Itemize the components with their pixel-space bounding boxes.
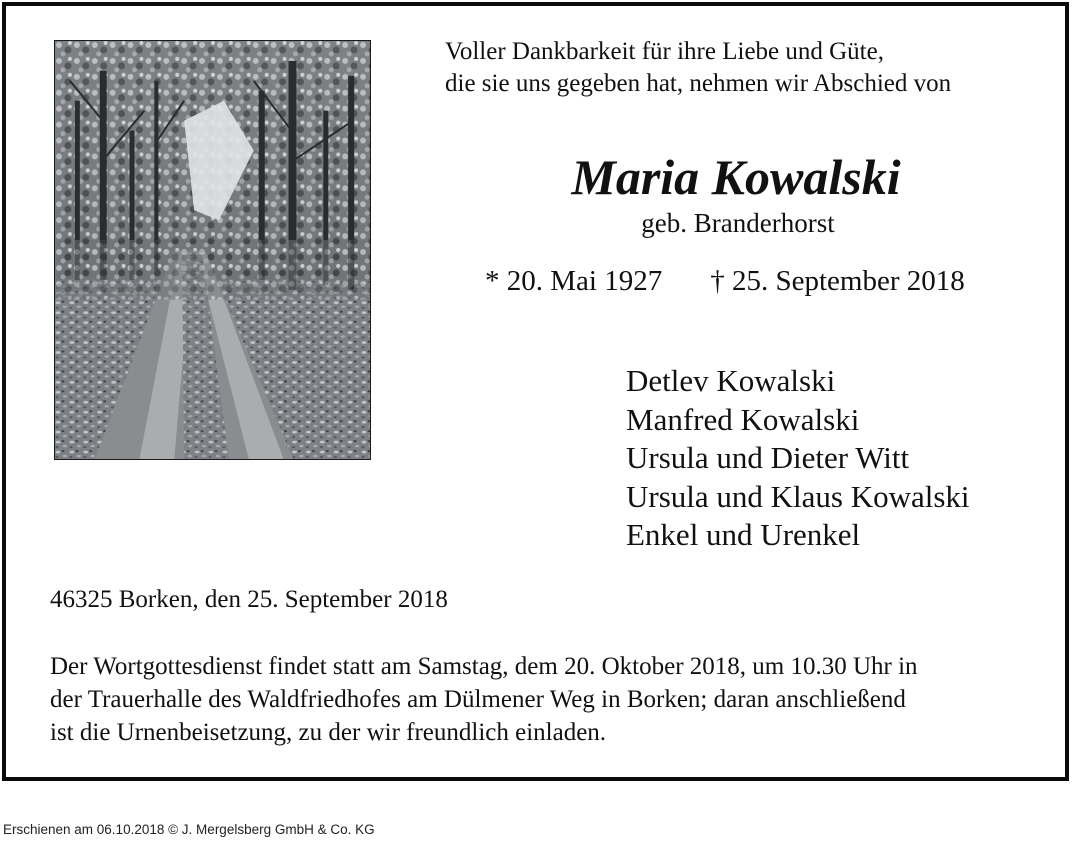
mourner-item: Detlev Kowalski bbox=[626, 363, 836, 398]
life-dates bbox=[485, 265, 965, 298]
mourner-item: Ursula und Dieter Witt bbox=[626, 440, 910, 475]
intro-text bbox=[445, 36, 951, 100]
birth-date: * 20. Mai 1927 bbox=[485, 265, 663, 297]
mourner-item: Manfred Kowalski bbox=[626, 401, 860, 437]
service-line-2: der Trauerhalle des Waldfriedhofes am Dülmener Weg in Borken; daran anschließend bbox=[50, 686, 906, 713]
service-announcement bbox=[50, 650, 918, 749]
intro-line-1: Voller Dankbarkeit für ihre Liebe und Güte, bbox=[445, 38, 884, 65]
publication-footer: Erschienen am 06.10.2018 © J. Mergelsberg GmbH & Co. KG bbox=[3, 822, 375, 837]
forest-path-image bbox=[55, 41, 370, 459]
service-line-3: ist die Urnenbeisetzung, zu der wir freundlich einladen. bbox=[50, 719, 607, 746]
mourner-item: Ursula und Klaus Kowalski bbox=[626, 478, 970, 514]
service-line-1: Der Wortgottesdienst findet statt am Samstag, dem 20. Oktober 2018, um 10.30 Uhr in bbox=[50, 653, 918, 680]
mourners-list bbox=[626, 362, 970, 555]
maiden-name: geb. Branderhorst bbox=[641, 208, 835, 238]
place-date: 46325 Borken, den 25. September 2018 bbox=[50, 586, 448, 613]
forest-path-photo bbox=[54, 40, 371, 460]
deceased-name: Maria Kowalski bbox=[571, 149, 901, 205]
intro-line-2: die sie uns gegeben hat, nehmen wir Abschied von bbox=[445, 70, 952, 97]
mourner-item: Enkel und Urenkel bbox=[626, 517, 861, 552]
death-date: † 25. September 2018 bbox=[710, 265, 965, 297]
